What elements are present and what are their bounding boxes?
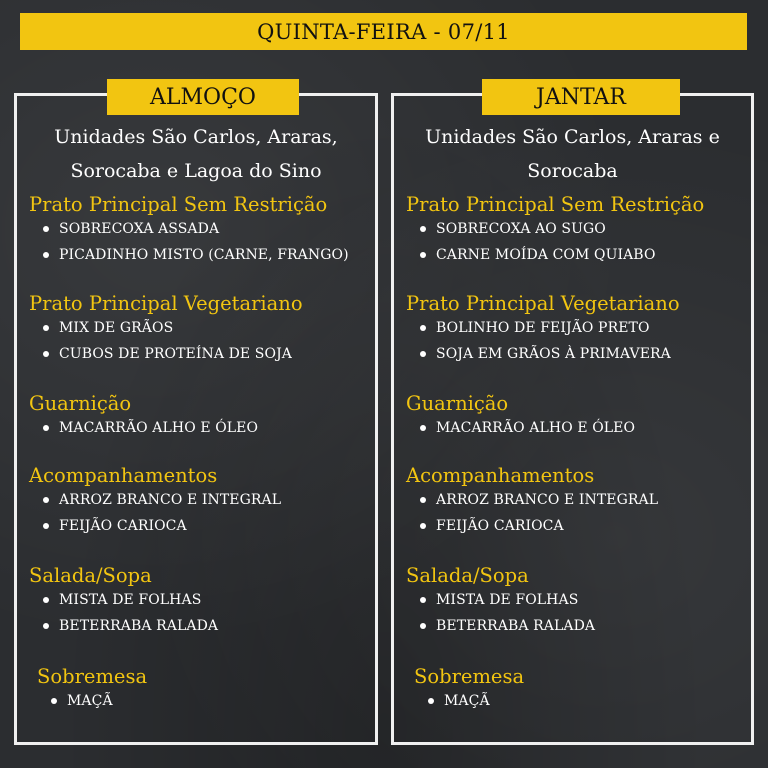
section-title: Acompanhamentos: [29, 464, 218, 487]
section-title: Prato Principal Vegetariano: [29, 292, 303, 315]
section-title: Guarnição: [406, 392, 509, 415]
dinner-section-vegetarian: [406, 293, 747, 367]
list-item: MACARRÃO ALHO E ÓLEO: [29, 415, 371, 441]
list-item: MAÇÃ: [414, 688, 747, 714]
list-item: BETERRABA RALADA: [29, 613, 371, 639]
lunch-units: Unidades São Carlos, Araras, Sorocaba e Lagoa do Sino: [54, 126, 338, 182]
list-item: MISTA DE FOLHAS: [29, 587, 371, 613]
list-item: BETERRABA RALADA: [406, 613, 747, 639]
list-item: FEIJÃO CARIOCA: [29, 513, 371, 539]
dinner-label: JANTAR: [482, 79, 680, 115]
dinner-section-garnish: [406, 393, 747, 441]
dinner-panel: [391, 84, 754, 745]
lunch-section-main: [29, 194, 371, 268]
dinner-units: Unidades São Carlos, Araras e Sorocaba: [425, 126, 720, 182]
section-title: Salada/Sopa: [406, 564, 529, 587]
dinner-section-main: [406, 194, 747, 268]
list-item: MIX DE GRÃOS: [29, 315, 371, 341]
lunch-section-vegetarian: [29, 293, 371, 367]
list-item: ARROZ BRANCO E INTEGRAL: [406, 487, 747, 513]
list-item: MAÇÃ: [37, 688, 371, 714]
lunch-section-dessert: [37, 666, 371, 714]
list-item: ARROZ BRANCO E INTEGRAL: [29, 487, 371, 513]
lunch-section-garnish: [29, 393, 371, 441]
lunch-label: ALMOÇO: [107, 79, 299, 115]
section-title: Prato Principal Sem Restrição: [29, 193, 328, 216]
dinner-section-sides: [406, 465, 747, 539]
list-item: BOLINHO DE FEIJÃO PRETO: [406, 315, 747, 341]
dinner-section-salad: [406, 565, 747, 639]
section-title: Prato Principal Sem Restrição: [406, 193, 705, 216]
list-item: MISTA DE FOLHAS: [406, 587, 747, 613]
list-item: SOJA EM GRÃOS À PRIMAVERA: [406, 341, 747, 367]
lunch-section-salad: [29, 565, 371, 639]
list-item: MACARRÃO ALHO E ÓLEO: [406, 415, 747, 441]
section-title: Acompanhamentos: [406, 464, 595, 487]
section-title: Sobremesa: [37, 665, 148, 688]
lunch-section-sides: [29, 465, 371, 539]
section-title: Sobremesa: [414, 665, 525, 688]
list-item: CARNE MOÍDA COM QUIABO: [406, 242, 747, 268]
section-title: Prato Principal Vegetariano: [406, 292, 680, 315]
lunch-panel: [14, 84, 378, 745]
list-item: SOBRECOXA AO SUGO: [406, 216, 747, 242]
dinner-section-dessert: [414, 666, 747, 714]
section-title: Guarnição: [29, 392, 132, 415]
section-title: Salada/Sopa: [29, 564, 152, 587]
list-item: PICADINHO MISTO (CARNE, FRANGO): [29, 242, 371, 268]
list-item: CUBOS DE PROTEÍNA DE SOJA: [29, 341, 371, 367]
list-item: FEIJÃO CARIOCA: [406, 513, 747, 539]
page-title: QUINTA-FEIRA - 07/11: [20, 13, 747, 50]
list-item: SOBRECOXA ASSADA: [29, 216, 371, 242]
